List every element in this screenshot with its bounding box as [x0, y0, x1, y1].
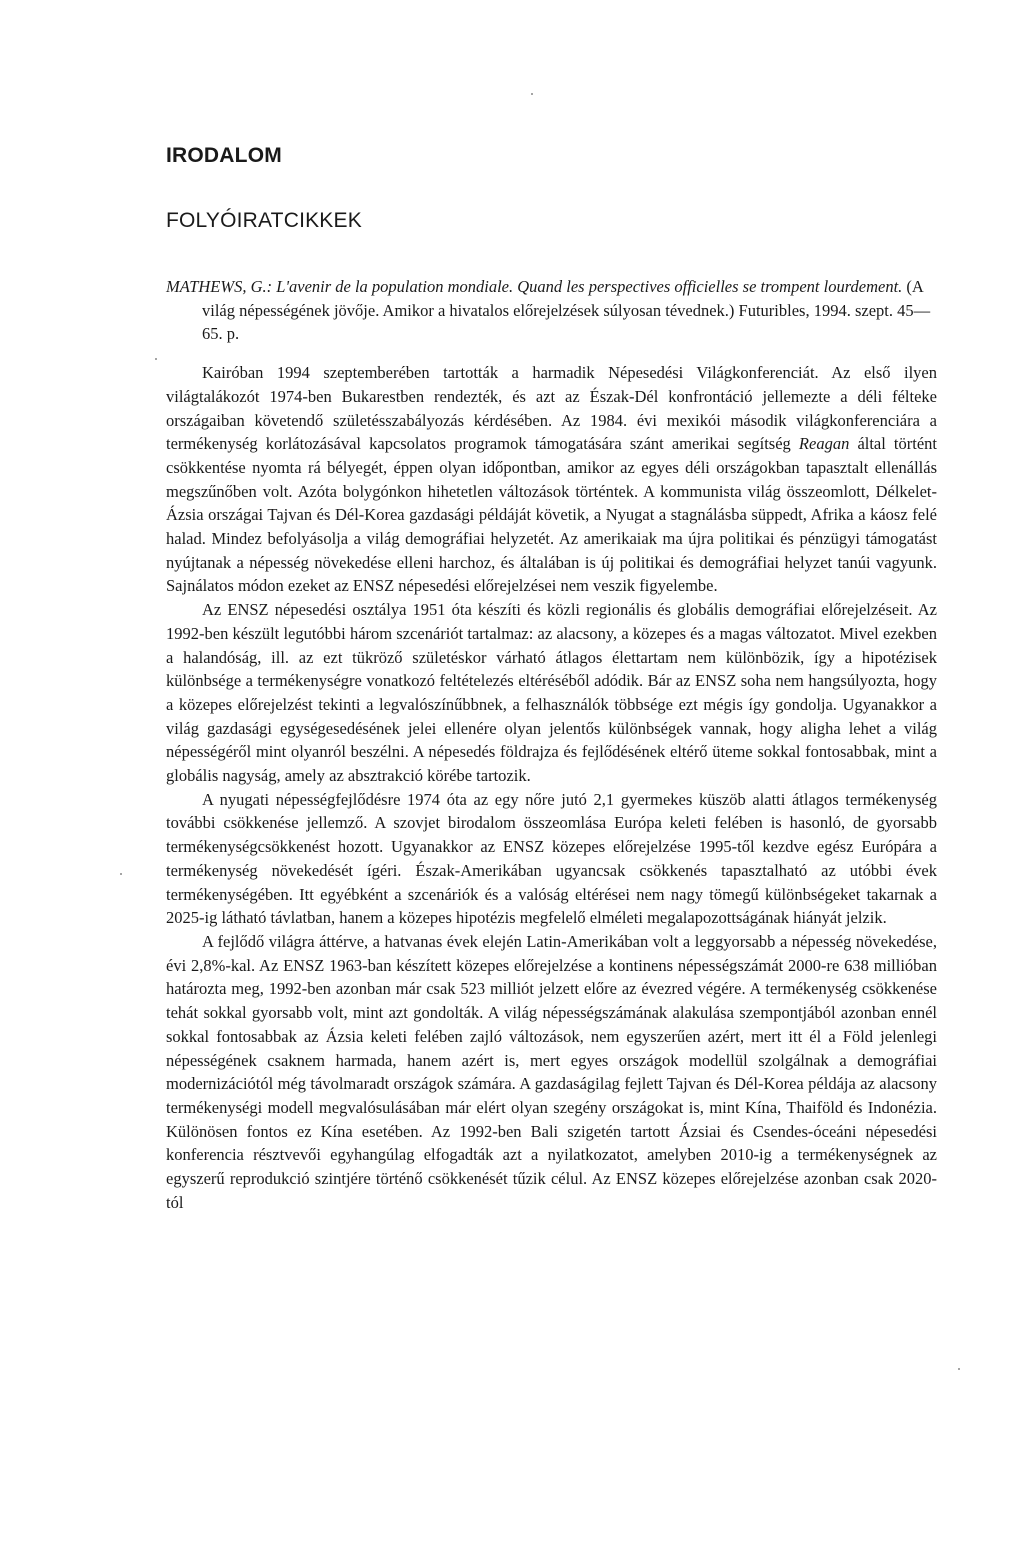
scan-speck — [120, 873, 122, 875]
scan-speck — [958, 1368, 960, 1370]
citation-details: (A világ népességének jövője. Amikor a hivatalos előrejelzések súlyosan tévednek.) Futuribles, 1994. szept. 45—65. p. — [202, 277, 931, 344]
citation-title: L'avenir de la population mondiale. Quand les perspectives officielles se trompent lourdement. — [276, 277, 903, 296]
subsection-heading: FOLYÓIRATCIKKEK — [166, 209, 362, 232]
paragraph-4: A fejlődő világra áttérve, a hatvanas évek elején Latin-Amerikában volt a leggyorsabb a népesség növekedése, évi 2,8%-kal. Az ENSZ 1963-ban készített közepes előrejelzése a kontinens népességszámát 2000-re 638 millióban határozta meg, 1992-ben azonban már csak 523 milliót jelzett előre az évezred végére. A termékenység csökkenése tehát sokkal gyorsabb volt, mint azt gondolták. A világ népességszámának alakulása szempontjából azonban ennél sokkal fontosabbak az Ázsia keleti felében zajló változások, nem egyszerűen azért, mert itt él a Föld jelenlegi népességének csaknem harmada, hanem azért is, mert egyes országok modellül szolgálnak a demográfiai modernizációtól még távolmaradt országok számára. A gazdaságilag fejlett Tajvan és Dél-Korea példája az alacsony termékenységi modell megvalósulásában már elért olyan szegény országokat is, mint Kína, Thaiföld és Indonézia. Különösen fontos ez Kína esetében. Az 1992-ben Bali szigetén tartott Ázsiai és Csendes-óceáni népesedési konferencia résztvevői egyhangúlag elfogadták azt a nyilatkozatot, amelyben 2010-ig a termékenységnek az egyszerű reprodukció szintjére történő csökkenését tűzik célul. Az ENSZ közepes előrejelzése azonban csak 2020-tól — [166, 931, 937, 1212]
paragraph-2: Az ENSZ népesedési osztálya 1951 óta készíti és közli regionális és globális demográfiai előrejelzéseit. Az 1992-ben készült legutóbbi három szcenáriót tartalmaz: az alacsony, a közepes és a magas változatot. Mivel ezekben a halandóság, ill. az ezt tükröző születéskor várható átlagos élettartam nem különbözik, így a hipotézisek különbsége a termékenységre vonatkozó feltételezés eltéréséből adódik. Bár az ENSZ soha nem hangsúlyozta, hogy a közepes előrejelzést tekinti a legvalószínűbbnek, a felhasználók többsége ezt mégis így gondolja. Ugyanakkor a világ gazdasági egységesedésének jelei ellenére olyan jelentős különbségek vannak, hogy aligha lehet a világ népességéről mint olyanról beszélni. A népesedés földrajza és fejlődésének eltérő üteme sokkal fontosabbak, mint a globális nagyság, amely az absztrakció körébe tartozik. — [166, 600, 937, 786]
paragraph-1-text-b: által történt csökkentése nyomta rá bélyegét, éppen olyan időpontban, amikor az egyes déli országokban tapasztalt ellenállás megszűnőben volt. Azóta bolygónkon hihetetlen változások történtek. A kommunista világ összeomlott, Délkelet-Ázsia országai Tajvan és Dél-Korea gazdasági példáját követik, a Nyugat a stagnálásba süppedt, Afrika a káosz felé halad. Mindez befolyásolja a világ demográfiai helyzetét. Az amerikaiak ma újra politikai és pénzügyi támogatást nyújtanak a népesség növekedése elleni harchoz, és általában is új politikai és demográfiai helyzet tanúi vagyunk. Sajnálatos módon ezeket az ENSZ népesedési előrejelzései nem veszik figyelembe. — [166, 434, 938, 596]
paragraph-3: A nyugati népességfejlődésre 1974 óta az egy nőre jutó 2,1 gyermekes küszöb alatti átlagos termékenység további csökkenése jellemző. A szovjet birodalom összeomlása Európa keleti felében is hasonló, de gyorsabb termékenységcsökkenést hozott. Ugyanakkor az ENSZ közepes előrejelzése 1995-től kezdve egész Európára a termékenység növekedését ígéri. Észak-Amerikában ugyancsak csökkenés tapasztalható az utóbbi évek termékenységében. Itt egyébként a szcenáriók és a valóság eltérései nem nagy tömegű különbségeket takarnak a 2025-ig látható távlatban, hanem a közepes hipotézis megfelelő elméleti megalapozottságának hiányát jelzik. — [166, 789, 937, 928]
section-heading: IRODALOM — [166, 144, 282, 167]
scan-speck — [155, 358, 157, 360]
paragraph-1 — [166, 361, 937, 598]
article-review — [166, 275, 937, 1214]
paragraph-1-text-a: Kairóban 1994 szeptemberében tartották a harmadik Népesedési Világkonferenciát. Az első ilyen világtalákozót 1974-ben Bukarestben rendezték, és azt az Észak-Dél konfrontáció jellemezte a déli félteke országaiban követendő születésszabályozás kérdésében. Az 1984. évi mexikói második világkonferenciára a termékenység korlátozásával kapcsolatos programok támogatására szánt amerikai segítség — [166, 363, 937, 454]
paragraph-1-italic-name: Reagan — [798, 434, 850, 454]
bibliographic-citation — [166, 275, 937, 346]
scan-speck — [531, 93, 533, 95]
citation-author: MATHEWS, G.: — [166, 277, 273, 296]
